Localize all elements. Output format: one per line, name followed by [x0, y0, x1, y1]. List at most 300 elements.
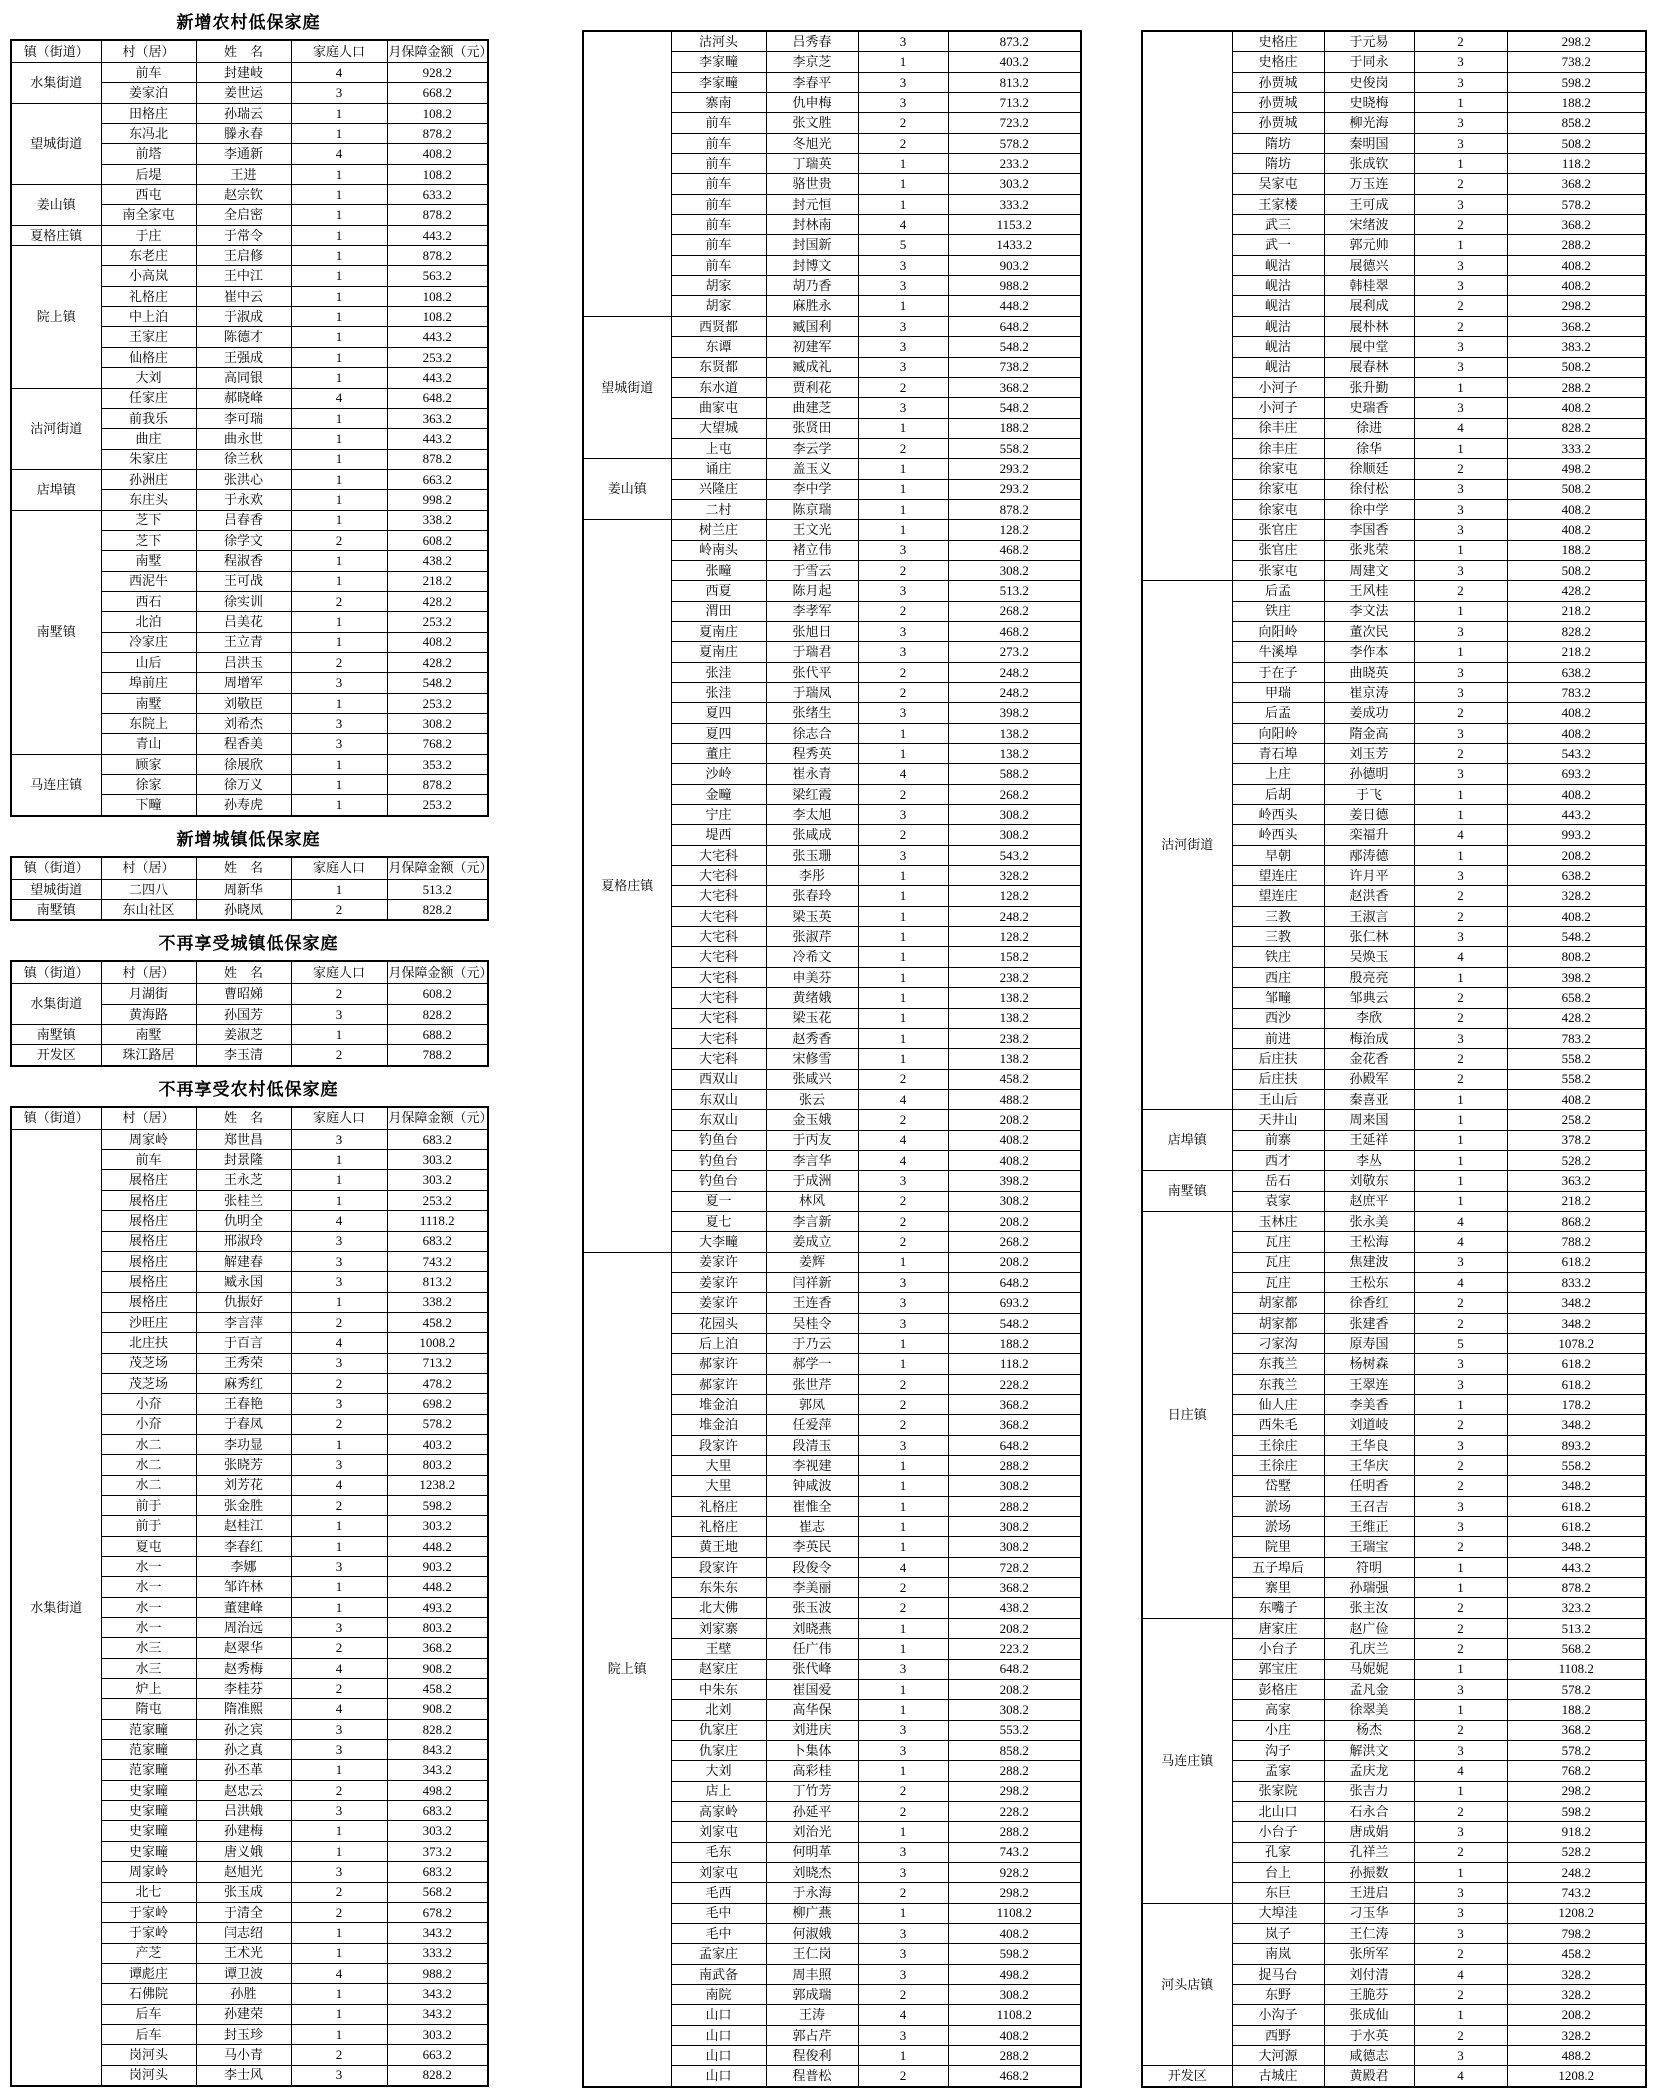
name-cell: 王启修 — [196, 246, 291, 266]
column-header: 村（居） — [101, 961, 196, 984]
amount-cell: 248.2 — [948, 683, 1081, 703]
population-cell: 1 — [858, 866, 948, 886]
amount-cell: 508.2 — [1507, 560, 1646, 580]
amount-cell: 843.2 — [387, 1740, 488, 1760]
amount-cell: 768.2 — [1507, 1761, 1646, 1781]
name-cell: 张仁林 — [1324, 927, 1414, 947]
population-cell: 3 — [1414, 337, 1507, 357]
amount-cell: 458.2 — [387, 1312, 488, 1332]
amount-cell: 308.2 — [948, 1700, 1081, 1720]
village-cell: 金疃 — [671, 784, 766, 804]
amount-cell: 598.2 — [1507, 72, 1646, 92]
name-cell: 孙殿军 — [1324, 1069, 1414, 1089]
amount-cell: 343.2 — [387, 2004, 488, 2024]
name-cell: 全启密 — [196, 205, 291, 225]
population-cell: 2 — [291, 1882, 387, 1902]
village-cell: 西贤都 — [671, 316, 766, 336]
column-header: 镇（街道） — [11, 961, 101, 984]
village-cell: 中朱东 — [671, 1679, 766, 1699]
amount-cell: 803.2 — [387, 1455, 488, 1475]
village-cell: 孙贾城 — [1232, 93, 1324, 113]
amount-cell: 443.2 — [387, 368, 488, 388]
village-cell: 展格庄 — [101, 1251, 196, 1271]
name-cell: 殷亮亮 — [1324, 967, 1414, 987]
name-cell: 姜成立 — [766, 1232, 858, 1252]
amount-cell: 1078.2 — [1507, 1334, 1646, 1354]
village-cell: 史格庄 — [1232, 31, 1324, 52]
population-cell: 1 — [858, 906, 948, 926]
village-cell: 中上泊 — [101, 307, 196, 327]
amount-cell: 598.2 — [948, 1944, 1081, 1964]
amount-cell: 608.2 — [387, 530, 488, 550]
village-cell: 北泊 — [101, 612, 196, 632]
village-cell: 夏南庄 — [671, 621, 766, 641]
population-cell: 1 — [1414, 805, 1507, 825]
town-cell: 院上镇 — [583, 1252, 671, 2087]
name-cell: 周新华 — [196, 879, 291, 899]
population-cell: 2 — [1414, 1618, 1507, 1638]
village-cell: 刘家寨 — [671, 1618, 766, 1638]
population-cell: 2 — [858, 1232, 948, 1252]
population-cell: 2 — [858, 1883, 948, 1903]
population-cell: 1 — [291, 775, 387, 795]
name-cell: 周增军 — [196, 673, 291, 693]
population-cell: 1 — [291, 2004, 387, 2024]
amount-cell: 1433.2 — [948, 235, 1081, 255]
name-cell: 崔国爱 — [766, 1679, 858, 1699]
village-cell: 姜家许 — [671, 1293, 766, 1313]
population-cell: 2 — [291, 984, 387, 1004]
population-cell: 2 — [1414, 744, 1507, 764]
amount-cell: 253.2 — [387, 347, 488, 367]
name-cell: 臧国利 — [766, 316, 858, 336]
amount-cell: 498.2 — [948, 1964, 1081, 1984]
population-cell: 2 — [858, 1781, 948, 1801]
village-cell: 姜家泊 — [101, 83, 196, 103]
name-cell: 解洪文 — [1324, 1740, 1414, 1760]
population-cell: 2 — [858, 1110, 948, 1130]
population-cell: 2 — [1414, 703, 1507, 723]
table-row — [11, 103, 488, 123]
village-cell: 水一 — [101, 1618, 196, 1638]
name-cell: 申美芬 — [766, 967, 858, 987]
amount-cell: 308.2 — [948, 805, 1081, 825]
village-cell: 孙贾城 — [1232, 72, 1324, 92]
village-cell: 大里 — [671, 1476, 766, 1496]
amount-cell: 558.2 — [1507, 1049, 1646, 1069]
village-cell: 隋坊 — [1232, 154, 1324, 174]
village-cell: 前车 — [671, 133, 766, 153]
population-cell: 1 — [1414, 1700, 1507, 1720]
village-cell: 大里 — [671, 1456, 766, 1476]
amount-cell: 228.2 — [948, 1374, 1081, 1394]
village-cell: 北刘 — [671, 1700, 766, 1720]
village-cell: 徐丰庄 — [1232, 438, 1324, 458]
village-cell: 钓鱼台 — [671, 1130, 766, 1150]
population-cell: 2 — [1414, 31, 1507, 52]
amount-cell: 428.2 — [1507, 1008, 1646, 1028]
town-cell: 夏格庄镇 — [11, 225, 101, 245]
amount-cell: 1108.2 — [948, 2005, 1081, 2025]
village-cell: 店上 — [671, 1781, 766, 1801]
population-cell: 1 — [858, 1700, 948, 1720]
name-cell: 于丙友 — [766, 1130, 858, 1150]
population-cell: 4 — [291, 1333, 387, 1353]
population-cell: 2 — [858, 1191, 948, 1211]
name-cell: 秦明国 — [1324, 133, 1414, 153]
village-cell: 周家岭 — [101, 1129, 196, 1149]
population-cell: 2 — [858, 1415, 948, 1435]
population-cell: 1 — [1414, 845, 1507, 865]
header-row — [11, 1107, 488, 1130]
amount-cell: 368.2 — [948, 1578, 1081, 1598]
village-cell: 小夼 — [101, 1394, 196, 1414]
name-cell: 王永芝 — [196, 1170, 291, 1190]
village-cell: 范家疃 — [101, 1760, 196, 1780]
name-cell: 王瑞宝 — [1324, 1537, 1414, 1557]
name-cell: 李彤 — [766, 866, 858, 886]
village-cell: 谭彪庄 — [101, 1963, 196, 1983]
population-cell: 1 — [858, 927, 948, 947]
population-cell: 1 — [291, 307, 387, 327]
population-cell: 2 — [858, 1211, 948, 1231]
amount-cell: 288.2 — [948, 1496, 1081, 1516]
village-cell: 大宅科 — [671, 988, 766, 1008]
village-cell: 王徐庄 — [1232, 1435, 1324, 1455]
population-cell: 1 — [291, 1536, 387, 1556]
amount-cell: 223.2 — [948, 1639, 1081, 1659]
population-cell: 1 — [291, 124, 387, 144]
amount-cell: 878.2 — [387, 124, 488, 144]
amount-cell: 338.2 — [387, 510, 488, 530]
village-cell: 胡家 — [671, 296, 766, 316]
name-cell: 郑世昌 — [196, 1129, 291, 1149]
amount-cell: 348.2 — [1507, 1537, 1646, 1557]
village-cell: 瓦庄 — [1232, 1252, 1324, 1272]
amount-cell: 368.2 — [948, 1395, 1081, 1415]
population-cell: 3 — [1414, 52, 1507, 72]
population-cell: 1 — [291, 1292, 387, 1312]
village-cell: 东谭 — [671, 337, 766, 357]
name-cell: 李春平 — [766, 72, 858, 92]
name-cell: 张代平 — [766, 662, 858, 682]
name-cell: 王仁涛 — [1324, 1923, 1414, 1943]
population-cell: 1 — [858, 1639, 948, 1659]
amount-cell: 808.2 — [1507, 947, 1646, 967]
village-cell: 南墅 — [101, 1025, 196, 1045]
village-cell: 西沙 — [1232, 1008, 1324, 1028]
amount-cell: 578.2 — [387, 1414, 488, 1434]
village-cell: 范家疃 — [101, 1719, 196, 1739]
town-cell — [1142, 31, 1232, 581]
name-cell: 曹昭娣 — [196, 984, 291, 1004]
population-cell: 1 — [858, 1354, 948, 1374]
village-cell: 东朱东 — [671, 1578, 766, 1598]
population-cell: 2 — [1414, 581, 1507, 601]
village-cell: 刁家沟 — [1232, 1334, 1324, 1354]
name-cell: 赵忠云 — [196, 1780, 291, 1800]
village-cell: 西野 — [1232, 2025, 1324, 2045]
name-cell: 任广伟 — [766, 1639, 858, 1659]
village-cell: 后堤 — [101, 164, 196, 184]
name-cell: 仇明全 — [196, 1211, 291, 1231]
village-cell: 茂芝场 — [101, 1353, 196, 1373]
name-cell: 徐翠美 — [1324, 1700, 1414, 1720]
village-cell: 胡家都 — [1232, 1293, 1324, 1313]
village-cell: 堆金泊 — [671, 1415, 766, 1435]
village-cell: 高家岭 — [671, 1801, 766, 1821]
town-cell: 望城街道 — [583, 316, 671, 458]
village-cell: 岭西头 — [1232, 825, 1324, 845]
population-cell: 2 — [1414, 1069, 1507, 1089]
amount-cell: 218.2 — [1507, 1191, 1646, 1211]
village-cell: 史家疃 — [101, 1801, 196, 1821]
town-cell — [583, 31, 671, 316]
amount-cell: 448.2 — [387, 1536, 488, 1556]
town-cell: 店埠镇 — [11, 469, 101, 510]
amount-cell: 308.2 — [948, 1985, 1081, 2005]
name-cell: 李美香 — [1324, 1395, 1414, 1415]
name-cell: 张淑芹 — [766, 927, 858, 947]
population-cell: 3 — [1414, 1496, 1507, 1516]
population-cell: 2 — [1414, 1639, 1507, 1659]
village-cell: 夏四 — [671, 703, 766, 723]
name-cell: 展利成 — [1324, 296, 1414, 316]
name-cell: 张成仙 — [1324, 2005, 1414, 2025]
village-cell: 炉上 — [101, 1679, 196, 1699]
population-cell: 2 — [291, 1638, 387, 1658]
village-cell: 张洼 — [671, 683, 766, 703]
name-cell: 董次民 — [1324, 621, 1414, 641]
village-cell: 隋坊 — [1232, 133, 1324, 153]
name-cell: 史俊岗 — [1324, 72, 1414, 92]
population-cell: 3 — [291, 1272, 387, 1292]
name-cell: 孙之真 — [196, 1740, 291, 1760]
name-cell: 张金胜 — [196, 1495, 291, 1515]
name-cell: 张贤田 — [766, 418, 858, 438]
amount-cell: 663.2 — [387, 469, 488, 489]
population-cell: 4 — [291, 388, 387, 408]
village-cell: 大河源 — [1232, 2046, 1324, 2066]
village-cell: 于在子 — [1232, 662, 1324, 682]
name-cell: 张咸兴 — [766, 1069, 858, 1089]
village-cell: 刘家屯 — [671, 1822, 766, 1842]
name-cell: 于飞 — [1324, 784, 1414, 804]
amount-cell: 408.2 — [1507, 255, 1646, 275]
amount-cell: 478.2 — [387, 1373, 488, 1393]
name-cell: 赵宗钦 — [196, 185, 291, 205]
village-cell: 彭格庄 — [1232, 1679, 1324, 1699]
village-cell: 小庄 — [1232, 1720, 1324, 1740]
population-cell: 2 — [291, 2045, 387, 2065]
amount-cell: 828.2 — [387, 900, 488, 921]
population-cell: 2 — [858, 1374, 948, 1394]
amount-cell: 308.2 — [948, 1191, 1081, 1211]
welfare-table — [10, 39, 493, 817]
population-cell: 1 — [291, 469, 387, 489]
name-cell: 崔惟全 — [766, 1496, 858, 1516]
population-cell: 1 — [858, 1903, 948, 1923]
population-cell: 3 — [1414, 499, 1507, 519]
name-cell: 董建峰 — [196, 1597, 291, 1617]
column-header: 月保障金额（元） — [387, 857, 488, 880]
column-header: 镇（街道） — [11, 857, 101, 880]
village-cell: 史家疃 — [101, 1821, 196, 1841]
village-cell: 小台子 — [1232, 1822, 1324, 1842]
name-cell: 杨树森 — [1324, 1354, 1414, 1374]
village-cell: 姜家许 — [671, 1252, 766, 1272]
population-cell: 3 — [858, 72, 948, 92]
population-cell: 1 — [1414, 235, 1507, 255]
population-cell: 1 — [858, 174, 948, 194]
amount-cell: 513.2 — [948, 581, 1081, 601]
name-cell: 王召吉 — [1324, 1496, 1414, 1516]
name-cell: 于百言 — [196, 1333, 291, 1353]
village-cell: 铁庄 — [1232, 601, 1324, 621]
village-cell: 徐家 — [101, 775, 196, 795]
table-row — [11, 1025, 488, 1045]
village-cell: 岘沽 — [1232, 357, 1324, 377]
village-cell: 曲庄 — [101, 429, 196, 449]
amount-cell: 798.2 — [1507, 1923, 1646, 1943]
name-cell: 于雪云 — [766, 560, 858, 580]
amount-cell: 878.2 — [387, 449, 488, 469]
village-cell: 石佛院 — [101, 1984, 196, 2004]
population-cell: 1 — [858, 1822, 948, 1842]
name-cell: 于永海 — [766, 1883, 858, 1903]
population-cell: 3 — [291, 1455, 387, 1475]
population-cell: 2 — [1414, 1842, 1507, 1862]
name-cell: 孙胜 — [196, 1984, 291, 2004]
population-cell: 4 — [1414, 1272, 1507, 1292]
amount-cell: 408.2 — [1507, 1089, 1646, 1109]
column-header: 月保障金额（元） — [387, 40, 488, 63]
town-cell: 水集街道 — [11, 63, 101, 104]
population-cell: 3 — [1414, 479, 1507, 499]
name-cell: 赵翠华 — [196, 1638, 291, 1658]
amount-cell: 218.2 — [387, 571, 488, 591]
amount-cell: 288.2 — [948, 1456, 1081, 1476]
population-cell: 3 — [291, 1251, 387, 1271]
amount-cell: 128.2 — [948, 520, 1081, 540]
village-cell: 后上泊 — [671, 1334, 766, 1354]
table-row — [583, 520, 1081, 540]
amount-cell: 108.2 — [387, 286, 488, 306]
amount-cell: 548.2 — [948, 1313, 1081, 1333]
village-cell: 大宅科 — [671, 906, 766, 926]
village-cell: 王家庄 — [101, 327, 196, 347]
amount-cell: 208.2 — [1507, 845, 1646, 865]
name-cell: 王可成 — [1324, 194, 1414, 214]
table-row — [11, 984, 488, 1004]
population-cell: 1 — [858, 1496, 948, 1516]
village-cell: 郝家许 — [671, 1354, 766, 1374]
village-cell: 岗河头 — [101, 2045, 196, 2065]
name-cell: 孙晓凤 — [196, 900, 291, 921]
village-cell: 北山口 — [1232, 1801, 1324, 1821]
amount-cell: 288.2 — [1507, 377, 1646, 397]
village-cell: 后庄扶 — [1232, 1049, 1324, 1069]
village-cell: 产芝 — [101, 1943, 196, 1963]
village-cell: 东庄头 — [101, 490, 196, 510]
amount-cell: 258.2 — [1507, 1110, 1646, 1130]
name-cell: 邴涛德 — [1324, 845, 1414, 865]
village-cell: 大宅科 — [671, 947, 766, 967]
village-cell: 捉马台 — [1232, 1964, 1324, 1984]
village-cell: 董庄 — [671, 744, 766, 764]
population-cell: 3 — [1414, 276, 1507, 296]
header-row — [11, 40, 488, 63]
amount-cell: 368.2 — [1507, 174, 1646, 194]
amount-cell: 443.2 — [1507, 1557, 1646, 1577]
population-cell: 1 — [858, 1028, 948, 1048]
population-cell: 1 — [291, 490, 387, 510]
population-cell: 4 — [291, 1475, 387, 1495]
name-cell: 李言萍 — [196, 1312, 291, 1332]
village-cell: 水二 — [101, 1455, 196, 1475]
village-cell: 范家疃 — [101, 1740, 196, 1760]
population-cell: 3 — [858, 540, 948, 560]
town-cell: 夏格庄镇 — [583, 520, 671, 1252]
village-cell: 望连庄 — [1232, 886, 1324, 906]
name-cell: 刘敬东 — [1324, 1171, 1414, 1191]
name-cell: 柳光海 — [1324, 113, 1414, 133]
amount-cell: 108.2 — [387, 164, 488, 184]
village-cell: 前寨 — [1232, 1130, 1324, 1150]
amount-cell: 528.2 — [1507, 1842, 1646, 1862]
name-cell: 徐进 — [1324, 418, 1414, 438]
amount-cell: 343.2 — [387, 1984, 488, 2004]
column-header: 姓 名 — [196, 1107, 291, 1130]
population-cell: 1 — [291, 286, 387, 306]
population-cell: 2 — [1414, 1456, 1507, 1476]
amount-cell: 338.2 — [387, 1292, 488, 1312]
amount-cell: 383.2 — [1507, 337, 1646, 357]
name-cell: 张春玲 — [766, 886, 858, 906]
population-cell: 3 — [858, 276, 948, 296]
village-cell: 三教 — [1232, 927, 1324, 947]
village-cell: 山口 — [671, 2025, 766, 2045]
amount-cell: 253.2 — [387, 612, 488, 632]
amount-cell: 448.2 — [948, 296, 1081, 316]
amount-cell: 323.2 — [1507, 1598, 1646, 1618]
amount-cell: 428.2 — [387, 652, 488, 672]
population-cell: 1 — [1414, 93, 1507, 113]
village-cell: 夏一 — [671, 1191, 766, 1211]
name-cell: 姜世运 — [196, 83, 291, 103]
village-cell: 展格庄 — [101, 1231, 196, 1251]
amount-cell: 683.2 — [387, 1862, 488, 1882]
village-cell: 树兰庄 — [671, 520, 766, 540]
amount-cell: 308.2 — [387, 714, 488, 734]
name-cell: 程普松 — [766, 2066, 858, 2087]
population-cell: 3 — [858, 1272, 948, 1292]
population-cell: 1 — [858, 154, 948, 174]
amount-cell: 178.2 — [1507, 1395, 1646, 1415]
population-cell: 2 — [1414, 1944, 1507, 1964]
amount-cell: 903.2 — [948, 255, 1081, 275]
population-cell: 3 — [1414, 662, 1507, 682]
population-cell: 1 — [291, 632, 387, 652]
population-cell: 3 — [1414, 255, 1507, 275]
village-cell: 大李疃 — [671, 1232, 766, 1252]
village-cell: 沙旺庄 — [101, 1312, 196, 1332]
population-cell: 3 — [1414, 621, 1507, 641]
name-cell: 李言新 — [766, 1211, 858, 1231]
population-cell: 1 — [291, 266, 387, 286]
name-cell: 李士风 — [196, 2065, 291, 2086]
amount-cell: 233.2 — [948, 154, 1081, 174]
